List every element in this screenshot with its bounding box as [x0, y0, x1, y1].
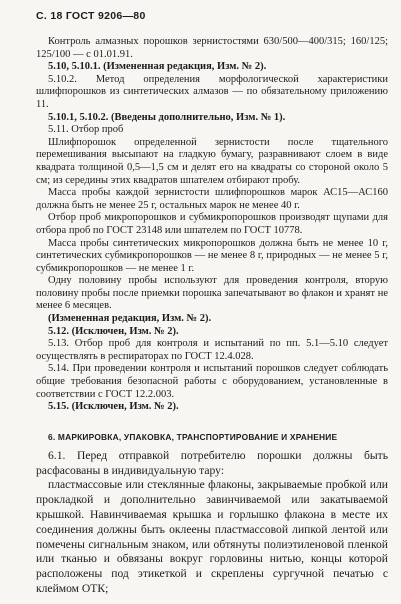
paragraph: 5.14. При проведении контроля и испытаний порошков следует соблюдать общие требования безопасной работы с оборудованием, установленные в соответствии с ГОСТ 12.2.003. [36, 363, 388, 400]
section-6-content [36, 449, 388, 597]
paragraph: 5.11. Отбор проб [48, 124, 124, 136]
paragraph: Масса пробы синтетических микропорошков должна быть не менее 10 г, синтетических субмикропорошков — не менее 8 г, природных — не менее 5 г, субмикропорошков — не менее 1 г. [36, 237, 388, 274]
paragraph: 5.13. Отбор проб для контроля и испытаний по пп. 5.1—5.10 следует осуществлять в респираторах по ГОСТ 12.4.028. [36, 338, 388, 362]
section-title: 6. МАРКИРОВКА, УПАКОВКА, ТРАНСПОРТИРОВАНИЕ И ХРАНЕНИЕ [48, 431, 338, 442]
paragraph: пластмассовые или стеклянные флаконы, закрываемые пробкой или прокладкой и дополнительно завинчиваемой или закатываемой крышкой. Навинчиваемая крышка и горлышко флакона в месте их соединения должны быть оклеены пластмассовой липкой лентой или помечены сигнальным знаком, или обтянуты полиэтиленовой пленкой или тканью и обвязаны вокруг горловины нитью, концы которой расположены под этикеткой и скреплены сургучной печатью с клеймом ОТК; [36, 478, 388, 595]
paragraph: 5.10.2. Метод определения морфологической характеристики шлифпорошков из синтетических алмазов — по обязательному приложению 11. [36, 73, 388, 110]
page-header: С. 18 ГОСТ 9206—80 [36, 10, 146, 22]
document-body [36, 36, 388, 597]
paragraph: 6.1. Перед отправкой потребителю порошки должны быть расфасованы в индивидуальную тару: [36, 448, 388, 477]
paragraph: Шлифпорошок определенной зернистости после тщательного перемешивания высыпают на гладкую бумагу, разравнивают слоем в виде квадрата толщиной 0,5—1,5 см и делят его на квадраты со стороной около 5 см; из середины этих квадратов шпателем отбирают пробу. [36, 136, 388, 186]
paragraph: 5.10, 5.10.1. (Измененная редакция, Изм. № 2). [48, 61, 267, 73]
paragraph: (Измененная редакция, Изм. № 2). [48, 313, 212, 325]
paragraph: 5.10.1, 5.10.2. (Введены дополнительно, Изм. № 1). [48, 111, 286, 123]
paragraph: Контроль алмазных порошков зернистостями 630/500—400/315; 160/125; 125/100 — с 01.01.91. [36, 36, 388, 60]
paragraph: 5.15. (Исключен, Изм. № 2). [48, 401, 179, 413]
section-5-content [36, 36, 388, 414]
paragraph: Одну половину пробы используют для проведения контроля, вторую половину пробы после приемки порошка запечатывают во флакон и хранят не менее 6 месяцев. [36, 275, 388, 312]
paragraph: 5.12. (Исключен, Изм. № 2). [48, 325, 179, 337]
paragraph: Отбор проб микропорошков и субмикропорошков производят щупами для отбора проб по ГОСТ 23148 или шпателем по ГОСТ 10778. [36, 212, 388, 236]
paragraph: Масса пробы каждой зернистости шлифпорошков марок АС15—АС160 должна быть не менее 25 г, остальных марок не менее 40 г. [36, 187, 388, 211]
